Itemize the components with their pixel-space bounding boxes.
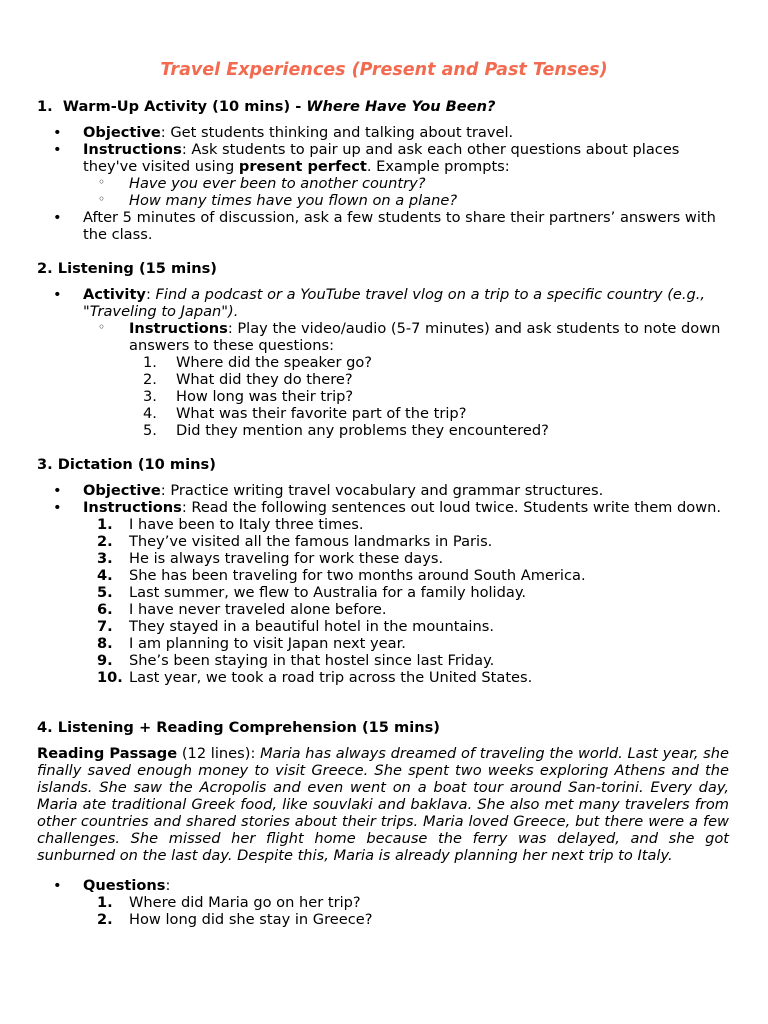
numbered-item: 5. Did they mention any problems they encountered? (143, 422, 549, 439)
sub-list-item: ◦ Have you ever been to another country? (37, 175, 737, 192)
list-item: • After 5 minutes of discussion, ask a few students to share their partners’ answers with the class. (37, 209, 737, 243)
numbered-item: 10. Last year, we took a road trip across the United States. (97, 669, 533, 686)
heading-italic: Where Have You Been? (306, 98, 496, 115)
heading-text: Warm-Up Activity (10 mins) - (62, 98, 307, 115)
numbered-item: 4. She has been traveling for two months around South America. (97, 567, 586, 584)
list-item: • Objective: Practice writing travel vocabulary and grammar structures. (37, 482, 737, 499)
numbered-item: 4. What was their favorite part of the trip? (143, 405, 467, 422)
heading-number: 1. (37, 98, 53, 115)
numbered-item: 7. They stayed in a beautiful hotel in the mountains. (97, 618, 494, 635)
section-dictation (37, 456, 737, 686)
list-item: • Activity: Find a podcast or a YouTube travel vlog on a trip to a specific country (e.g., "Traveling to Japan"). (37, 286, 737, 320)
section-reading-comprehension (37, 719, 737, 928)
numbered-item: 2. What did they do there? (143, 371, 353, 388)
list-item: • Instructions: Ask students to pair up and ask each other questions about places they've visited using present perfect. Example prompts: (37, 141, 737, 175)
numbered-item: 5. Last summer, we flew to Australia for a family holiday. (97, 584, 527, 601)
section-heading: 3. Dictation (10 mins) (37, 456, 216, 473)
list-item: • Objective: Get students thinking and talking about travel. (37, 124, 737, 141)
numbered-item: 3. How long was their trip? (143, 388, 354, 405)
reading-passage: Reading Passage (12 lines): Maria has always dreamed of traveling the world. Last year, she finally saved enough money to visit Greece. She spent two weeks exploring Athens and the islands. She saw the Acropolis and even went on a boat tour around San-torini. Every day, Maria ate traditional Greek food, like souvlaki and baklava. She also met many travelers from other countries and shared stories about their trips. Maria loved Greece, but there were a few challenges. She missed her flight home because the ferry was delayed, and she got sunburned on the last day. Despite this, Maria is already planning her next trip to Italy. (37, 745, 729, 864)
numbered-item: 2. They’ve visited all the famous landmarks in Paris. (97, 533, 493, 550)
numbered-item: 1. Where did Maria go on her trip? (97, 894, 361, 911)
section-heading: 2. Listening (15 mins) (37, 260, 217, 277)
numbered-item: 1. Where did the speaker go? (143, 354, 373, 371)
sub-list-item: ◦ Instructions: Play the video/audio (5-7 minutes) and ask students to note down answers to these questions: (37, 320, 737, 354)
numbered-item: 1. I have been to Italy three times. (97, 516, 364, 533)
list-item: • Questions: (37, 877, 737, 894)
numbered-item: 8. I am planning to visit Japan next year. (97, 635, 406, 652)
section-heading: 4. Listening + Reading Comprehension (15 mins) (37, 719, 440, 736)
sub-list-item: ◦ How many times have you flown on a plane? (37, 192, 737, 209)
list-item: • Instructions: Read the following sentences out loud twice. Students write them down. (37, 499, 737, 516)
section-warm-up (37, 98, 737, 243)
section-heading (37, 98, 737, 115)
numbered-item: 9. She’s been staying in that hostel since last Friday. (97, 652, 495, 669)
page-title: Travel Experiences (Present and Past Tenses) (160, 60, 608, 80)
numbered-item: 2. How long did she stay in Greece? (97, 911, 373, 928)
section-listening (37, 260, 737, 439)
numbered-item: 6. I have never traveled alone before. (97, 601, 387, 618)
numbered-item: 3. He is always traveling for work these days. (97, 550, 444, 567)
